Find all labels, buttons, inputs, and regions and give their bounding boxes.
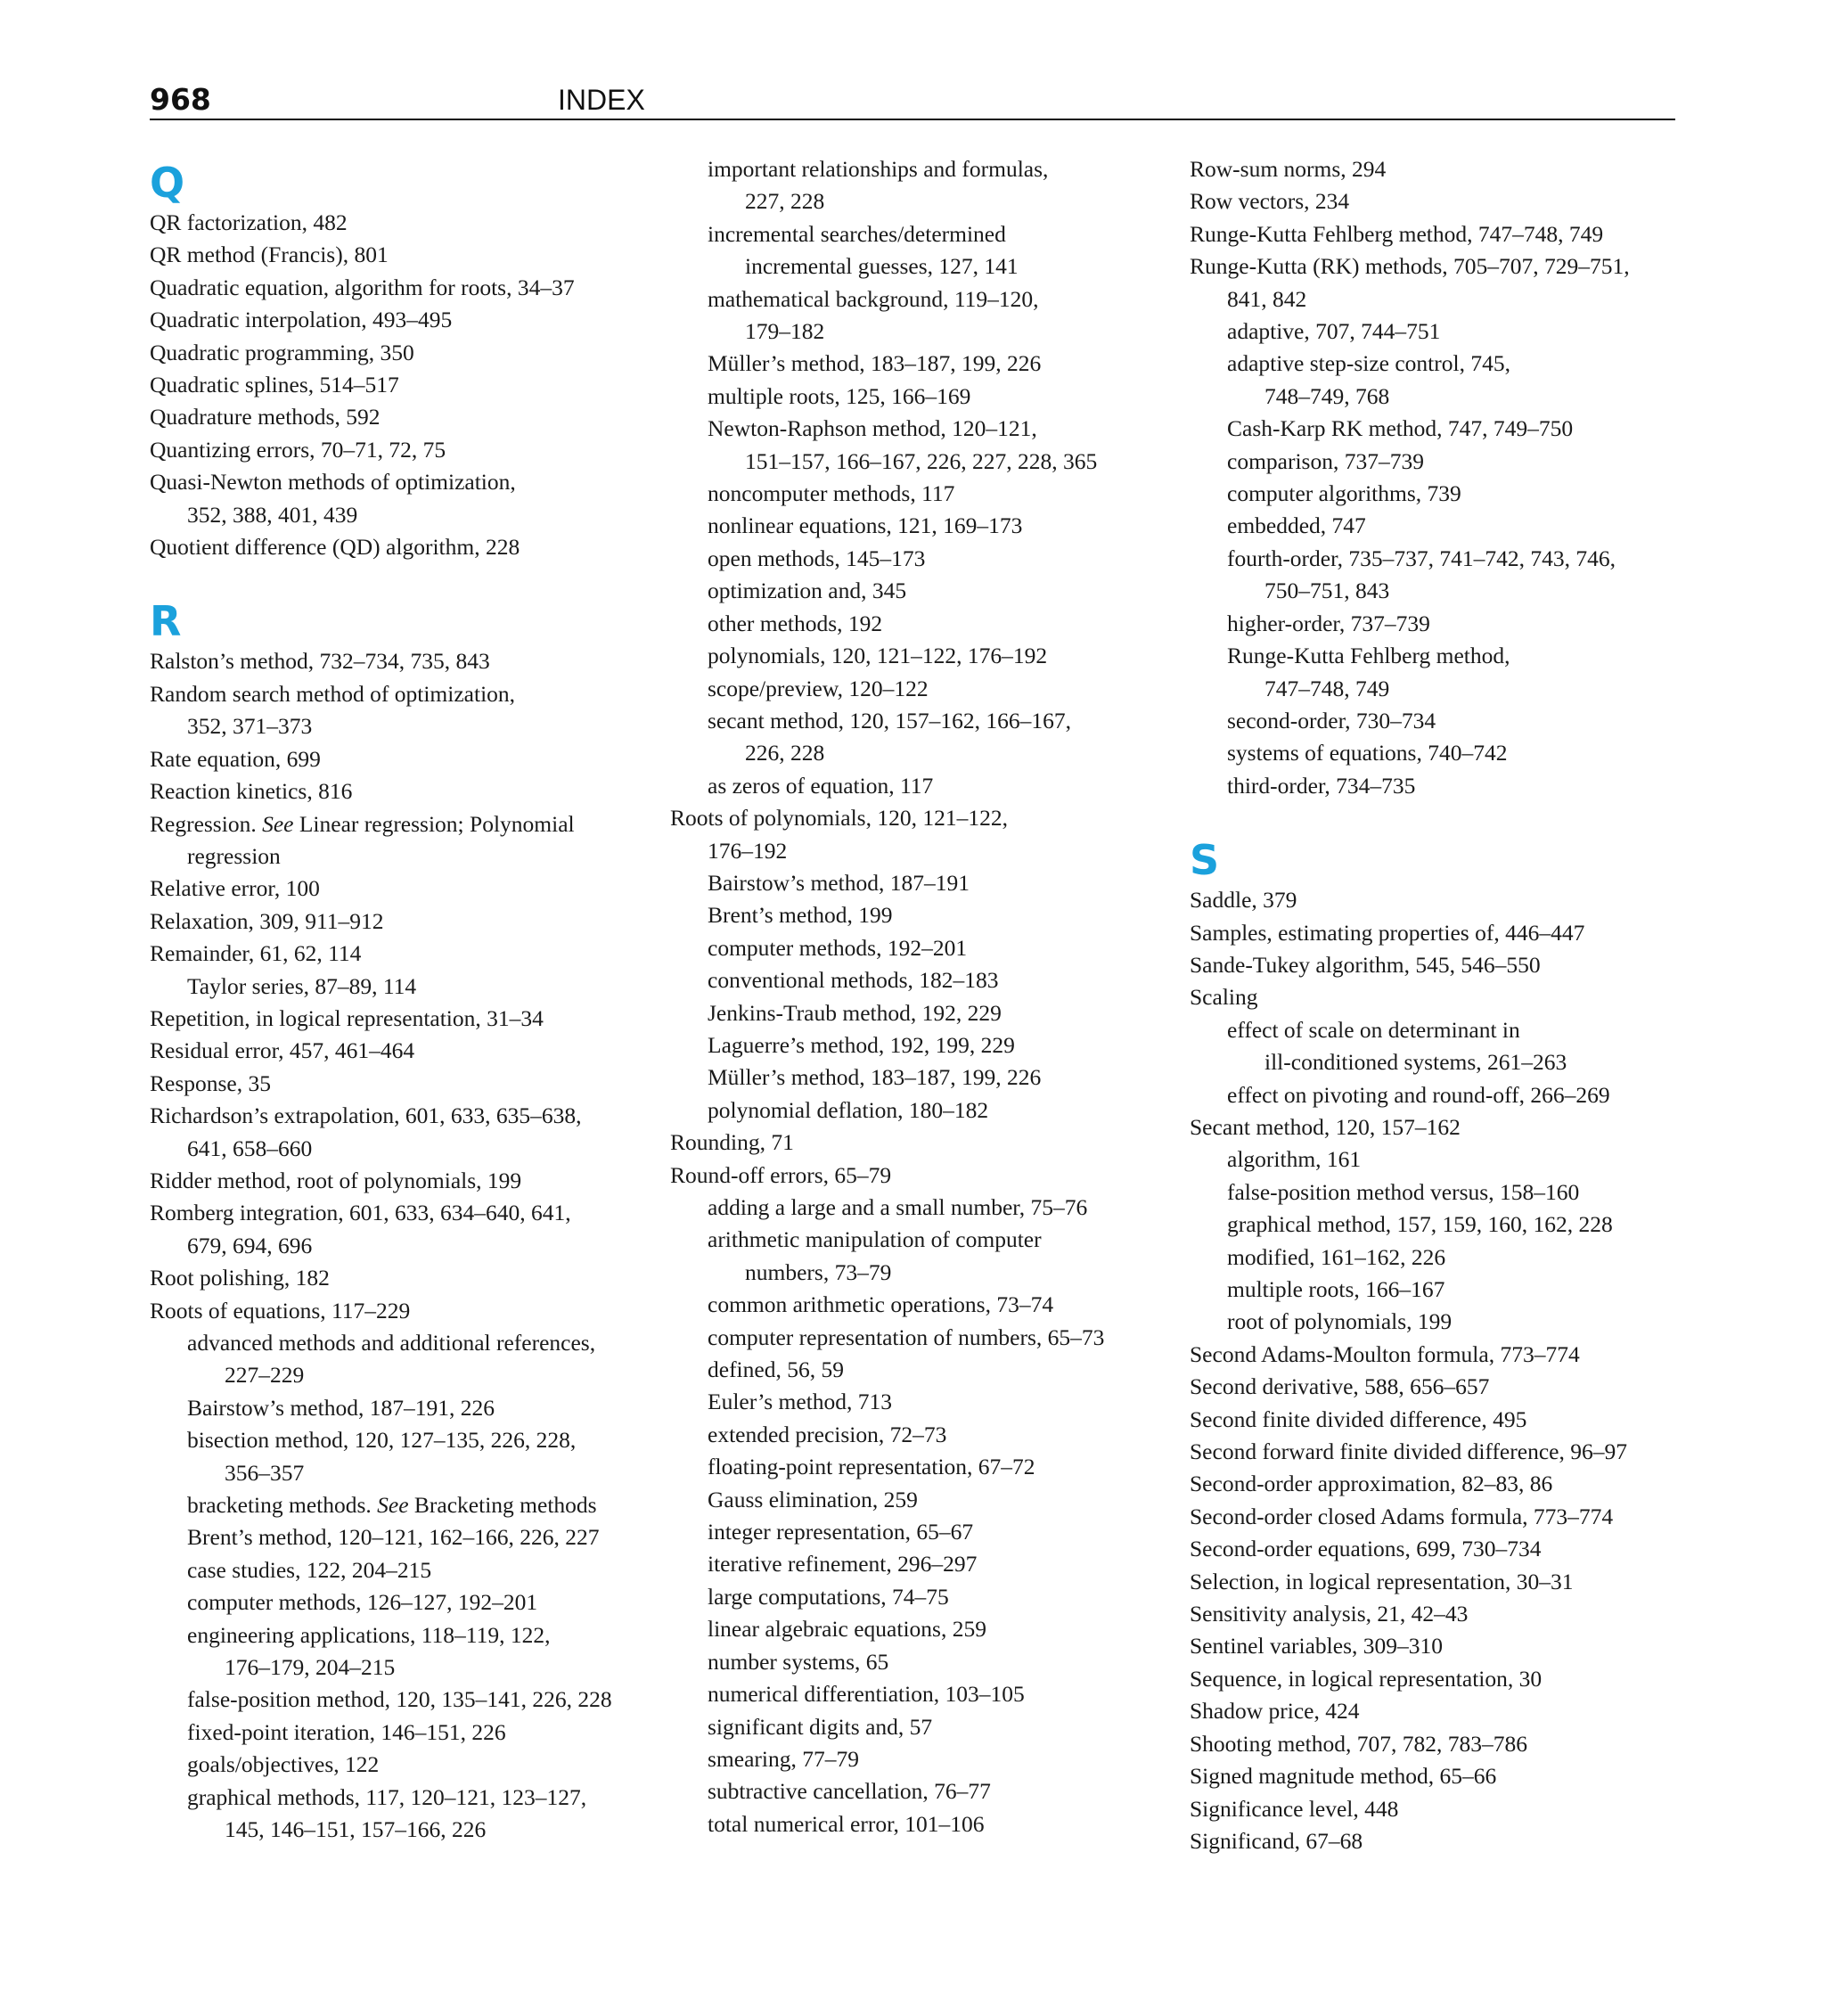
index-subentry — [670, 1322, 1169, 1354]
entry-line: graphical methods, 117, 120–121, 123–127, — [187, 1783, 587, 1810]
entry-line: Selection, in logical representation, 30–31 — [1190, 1568, 1574, 1594]
entry-line: Romberg integration, 601, 633, 634–640, 641, — [150, 1200, 571, 1226]
running-head: INDEX — [558, 84, 645, 116]
entry-continuation-line: 179–182 — [745, 318, 825, 345]
section-letter-heading: Q — [150, 159, 185, 207]
index-entry — [150, 645, 649, 677]
entry-line: Jenkins-Traub method, 192, 229 — [708, 999, 1002, 1026]
entry-line: Ridder method, root of polynomials, 199 — [150, 1167, 522, 1193]
entry-line: Newton-Raphson method, 120–121, — [708, 415, 1037, 442]
entry-line: Relaxation, 309, 911–912 — [150, 907, 384, 934]
entry-line: Quadratic programming, 350 — [150, 339, 414, 365]
index-subentry — [1190, 1014, 1689, 1079]
entry-line: Samples, estimating properties of, 446–447 — [1190, 919, 1585, 946]
index-column-3 — [1190, 153, 1689, 1857]
entry-line: Saddle, 379 — [1190, 887, 1297, 914]
entry-line: Root polishing, 182 — [150, 1265, 330, 1291]
index-entry — [1190, 1728, 1689, 1760]
index-subentry — [1190, 348, 1689, 413]
index-entry — [1190, 949, 1689, 981]
entry-line: Runge-Kutta (RK) methods, 705–707, 729–751, — [1190, 253, 1630, 280]
index-subentry — [670, 640, 1169, 672]
index-entry — [150, 1100, 649, 1165]
index-entry — [1190, 1598, 1689, 1630]
index-subentry — [670, 1516, 1169, 1548]
index-entry — [1190, 153, 1689, 185]
index-subentry — [150, 1717, 649, 1749]
index-subentry — [670, 867, 1169, 899]
entry-line: mathematical background, 119–120, — [708, 285, 1039, 312]
entry-continuation-line: 750–751, 843 — [1264, 578, 1390, 604]
index-entry — [1190, 218, 1689, 250]
entry-line: Müller’s method, 183–187, 199, 226 — [708, 1064, 1042, 1091]
index-entry — [150, 434, 649, 466]
header-rule — [150, 119, 1675, 120]
see-reference: See — [262, 810, 294, 837]
index-subentry — [670, 705, 1169, 770]
index-subentry — [1190, 1176, 1689, 1209]
entry-line: Sequence, in logical representation, 30 — [1190, 1665, 1543, 1692]
index-subentry — [1190, 705, 1689, 737]
index-subentry — [670, 1484, 1169, 1516]
index-subentry — [1190, 316, 1689, 348]
index-subentry — [1190, 1242, 1689, 1274]
index-entry — [1190, 1468, 1689, 1500]
index-subentry — [1190, 543, 1689, 608]
index-subentry — [150, 1489, 649, 1521]
index-entry — [150, 207, 649, 239]
entry-line: Second-order equations, 699, 730–734 — [1190, 1536, 1542, 1562]
entry-continuation-line: 176–192 — [708, 837, 788, 864]
entry-line: adaptive step-size control, 745, — [1227, 350, 1510, 377]
index-entry — [1190, 1339, 1689, 1371]
entry-line: Second derivative, 588, 656–657 — [1190, 1373, 1490, 1400]
section-letter-heading: R — [150, 597, 182, 646]
index-entry — [1190, 1695, 1689, 1727]
index-subentry — [1190, 737, 1689, 769]
index-entry — [150, 337, 649, 369]
entry-line: other methods, 192 — [708, 610, 883, 636]
entry-line: Laguerre’s method, 192, 199, 229 — [708, 1031, 1015, 1058]
entry-line: Taylor series, 87–89, 114 — [187, 972, 417, 999]
entry-line: advanced methods and additional references, — [187, 1330, 596, 1356]
index-subentry — [670, 510, 1169, 542]
entry-line: third-order, 734–735 — [1227, 772, 1416, 799]
index-subentry — [670, 1386, 1169, 1418]
index-subentry — [1190, 608, 1689, 640]
index-entry — [150, 743, 649, 775]
see-reference: See — [377, 1492, 409, 1519]
entry-line: Row vectors, 234 — [1190, 188, 1350, 215]
entry-line: Euler’s method, 713 — [708, 1389, 893, 1415]
index-entry — [670, 802, 1169, 867]
index-section — [150, 597, 649, 1846]
index-entry — [150, 1035, 649, 1067]
index-entry — [150, 678, 649, 743]
entry-line: Bairstow’s method, 187–191 — [708, 869, 970, 896]
index-entry — [150, 808, 649, 873]
index-subentry — [670, 153, 1169, 218]
index-subentry — [670, 413, 1169, 478]
index-subentry — [670, 543, 1169, 575]
page-number: 968 — [150, 82, 211, 117]
entry-line: case studies, 122, 204–215 — [187, 1556, 432, 1583]
index-subentry — [670, 1061, 1169, 1094]
index-entry — [150, 873, 649, 905]
entry-line: higher-order, 737–739 — [1227, 610, 1430, 636]
index-subentry — [670, 1711, 1169, 1743]
index-subentry — [670, 1419, 1169, 1451]
entry-line: second-order, 730–734 — [1227, 707, 1436, 733]
entry-line: Rate equation, 699 — [150, 745, 321, 772]
entry-continuation-line: 356–357 — [225, 1459, 305, 1486]
index-entry — [1190, 1663, 1689, 1695]
index-subentry — [1190, 1143, 1689, 1176]
see-target: Bracketing methods — [408, 1492, 597, 1519]
entry-line: QR method (Francis), 801 — [150, 242, 389, 268]
index-subentry — [1190, 1306, 1689, 1338]
index-entry — [150, 304, 649, 336]
index-entry — [150, 239, 649, 271]
entry-line: modified, 161–162, 226 — [1227, 1243, 1446, 1270]
entry-line: noncomputer methods, 117 — [708, 480, 955, 507]
entry-line: fourth-order, 735–737, 741–742, 743, 746, — [1227, 545, 1616, 571]
index-subentry — [150, 1554, 649, 1586]
entry-line: Signed magnitude method, 65–66 — [1190, 1763, 1497, 1790]
index-subentry — [150, 1327, 649, 1392]
entry-line: Gauss elimination, 259 — [708, 1486, 918, 1512]
entry-line: Brent’s method, 120–121, 162–166, 226, 227 — [187, 1524, 600, 1551]
entry-continuation-line: numbers, 73–79 — [745, 1258, 892, 1285]
entry-line: nonlinear equations, 121, 169–173 — [708, 512, 1023, 539]
entry-line: QR factorization, 482 — [150, 209, 348, 235]
index-entry — [1190, 1371, 1689, 1403]
index-subentry — [670, 1808, 1169, 1840]
entry-line: Repetition, in logical representation, 31–34 — [150, 1004, 544, 1031]
index-section — [670, 153, 1169, 1840]
index-entry — [1190, 1404, 1689, 1436]
index-subentry — [150, 1749, 649, 1781]
entry-line: adding a large and a small number, 75–76 — [708, 1194, 1088, 1220]
index-subentry — [670, 1646, 1169, 1678]
entry-line: Relative error, 100 — [150, 875, 320, 902]
index-section — [150, 159, 649, 563]
index-entry — [150, 906, 649, 938]
index-subentry — [670, 1029, 1169, 1061]
entry-line: Roots of polynomials, 120, 121–122, — [670, 805, 1008, 832]
entry-line: Reaction kinetics, 816 — [150, 778, 353, 805]
entry-line: computer representation of numbers, 65–73 — [708, 1324, 1105, 1350]
index-subentry — [150, 971, 649, 1003]
index-subentry — [670, 1613, 1169, 1645]
entry-continuation-line: 352, 371–373 — [187, 713, 313, 740]
index-entry — [150, 401, 649, 433]
index-entry — [150, 466, 649, 531]
entry-line: effect on pivoting and round-off, 266–269 — [1227, 1081, 1610, 1108]
index-subentry — [670, 1354, 1169, 1386]
entry-continuation-line: 227–229 — [225, 1362, 305, 1389]
entry-line: floating-point representation, 67–72 — [708, 1454, 1035, 1480]
entry-line: extended precision, 72–73 — [708, 1421, 947, 1447]
index-subentry — [670, 381, 1169, 413]
index-subentry — [670, 1224, 1169, 1289]
entry-line: Significance level, 448 — [1190, 1795, 1399, 1822]
entry-continuation-line: ill-conditioned systems, 261–263 — [1264, 1049, 1567, 1076]
entry-line: Response, 35 — [150, 1069, 271, 1096]
entry-line: common arithmetic operations, 73–74 — [708, 1291, 1054, 1318]
entry-line: goals/objectives, 122 — [187, 1751, 380, 1778]
index-subentry — [670, 964, 1169, 996]
entry-continuation-line: 641, 658–660 — [187, 1135, 313, 1161]
entry-line: multiple roots, 125, 166–169 — [708, 382, 971, 409]
entry-continuation-line: 679, 694, 696 — [187, 1232, 313, 1258]
entry-line: subtractive cancellation, 76–77 — [708, 1778, 991, 1805]
entry-line: Shooting method, 707, 782, 783–786 — [1190, 1730, 1527, 1757]
index-subentry — [670, 932, 1169, 964]
index-column-1 — [150, 153, 649, 1847]
entry-line: incremental searches/determined — [708, 220, 1006, 247]
entry-line: optimization and, 345 — [708, 578, 907, 604]
entry-line: algorithm, 161 — [1227, 1146, 1362, 1173]
entry-line: arithmetic manipulation of computer — [708, 1226, 1042, 1253]
index-entry — [150, 369, 649, 401]
entry-line: smearing, 77–79 — [708, 1745, 859, 1772]
entry-line: comparison, 737–739 — [1227, 447, 1424, 474]
entry-line: linear algebraic equations, 259 — [708, 1616, 986, 1643]
index-section — [1190, 153, 1689, 802]
entry-line: Runge-Kutta Fehlberg method, — [1227, 643, 1510, 669]
entry-line — [150, 1489, 649, 1521]
entry-line: false-position method, 120, 135–141, 226, 228 — [187, 1686, 612, 1713]
index-subentry — [150, 1424, 649, 1489]
index-subentry — [1190, 1274, 1689, 1306]
entry-line: Second-order closed Adams formula, 773–774 — [1190, 1503, 1614, 1529]
entry-line: Round-off errors, 65–79 — [670, 1161, 892, 1188]
entry-continuation-line: 145, 146–151, 157–166, 226 — [225, 1816, 487, 1843]
entry-line: large computations, 74–75 — [708, 1583, 949, 1610]
index-entry — [150, 775, 649, 807]
entry-line: Secant method, 120, 157–162 — [1190, 1113, 1461, 1140]
index-subentry — [1190, 1209, 1689, 1241]
entry-line: iterative refinement, 296–297 — [708, 1551, 978, 1578]
entry-line: Quotient difference (QD) algorithm, 228 — [150, 534, 520, 561]
index-subentry — [1190, 478, 1689, 510]
entry-line: as zeros of equation, 117 — [708, 772, 934, 799]
entry-line: graphical method, 157, 159, 160, 162, 228 — [1227, 1211, 1613, 1238]
index-subentry — [670, 1581, 1169, 1613]
entry-continuation-line: 748–749, 768 — [1264, 382, 1390, 409]
entry-line: Bairstow’s method, 187–191, 226 — [187, 1394, 495, 1421]
index-entry — [150, 1068, 649, 1100]
entry-text: Regression. — [150, 810, 263, 837]
entry-line: Shadow price, 424 — [1190, 1698, 1360, 1725]
index-subentry — [1190, 446, 1689, 478]
entry-line: embedded, 747 — [1227, 512, 1366, 539]
entry-continuation-line: incremental guesses, 127, 141 — [745, 253, 1019, 280]
entry-line: bisection method, 120, 127–135, 226, 228, — [187, 1427, 577, 1454]
index-subentry — [1190, 770, 1689, 802]
index-entry — [1190, 1436, 1689, 1468]
entry-continuation-line: 747–748, 749 — [1264, 675, 1390, 701]
index-subentry — [150, 1782, 649, 1847]
entry-continuation-line: 352, 388, 401, 439 — [187, 501, 358, 528]
entry-line: adaptive, 707, 744–751 — [1227, 318, 1441, 345]
index-subentry — [670, 283, 1169, 348]
entry-line: Second Adams-Moulton formula, 773–774 — [1190, 1340, 1580, 1367]
index-entry — [150, 1295, 649, 1327]
entry-line: false-position method versus, 158–160 — [1227, 1178, 1580, 1205]
entry-line: total numerical error, 101–106 — [708, 1810, 985, 1837]
index-subentry — [670, 1775, 1169, 1807]
index-subentry — [1190, 510, 1689, 542]
index-subentry — [670, 608, 1169, 640]
index-subentry — [670, 997, 1169, 1029]
entry-line: Second-order approximation, 82–83, 86 — [1190, 1471, 1553, 1497]
entry-line: important relationships and formulas, — [708, 156, 1049, 182]
entry-line: Random search method of optimization, — [150, 680, 516, 707]
entry-line: number systems, 65 — [708, 1648, 889, 1675]
entry-text: bracketing methods. — [187, 1492, 378, 1519]
entry-line: Second forward finite divided difference, 96–97 — [1190, 1438, 1627, 1465]
entry-continuation-line: regression — [187, 842, 281, 869]
entry-line: open methods, 145–173 — [708, 545, 926, 571]
entry-line: conventional methods, 182–183 — [708, 967, 999, 994]
entry-continuation-line: 227, 228 — [745, 188, 825, 215]
entry-line: Richardson’s extrapolation, 601, 633, 635–638, — [150, 1102, 582, 1129]
entry-line: effect of scale on determinant in — [1227, 1016, 1520, 1043]
index-entry — [1190, 1793, 1689, 1825]
entry-line: computer methods, 192–201 — [708, 934, 968, 961]
index-entry — [1190, 1533, 1689, 1565]
entry-continuation-line: 176–179, 204–215 — [225, 1654, 396, 1681]
entry-line: secant method, 120, 157–162, 166–167, — [708, 707, 1071, 733]
entry-line: integer representation, 65–67 — [708, 1519, 974, 1545]
entry-line: systems of equations, 740–742 — [1227, 740, 1508, 766]
entry-line: scope/preview, 120–122 — [708, 675, 929, 701]
section-letter-heading: S — [1190, 836, 1220, 885]
entry-line: Scaling — [1190, 984, 1258, 1011]
index-subentry — [670, 1548, 1169, 1580]
entry-line: Remainder, 61, 62, 114 — [150, 940, 362, 967]
entry-line: Quasi-Newton methods of optimization, — [150, 469, 516, 496]
index-subentry — [670, 899, 1169, 931]
entry-line: Quadratic splines, 514–517 — [150, 372, 399, 398]
index-entry — [150, 531, 649, 563]
entry-line: numerical differentiation, 103–105 — [708, 1681, 1025, 1708]
see-target: Linear regression; Polynomial — [293, 810, 575, 837]
entry-line: Quadratic interpolation, 493–495 — [150, 307, 453, 333]
index-subentry — [150, 1586, 649, 1619]
entry-line — [150, 808, 649, 840]
entry-continuation-line: 841, 842 — [1227, 285, 1307, 312]
index-subentry — [150, 1684, 649, 1716]
entry-continuation-line: 226, 228 — [745, 740, 825, 766]
entry-line: Roots of equations, 117–229 — [150, 1297, 411, 1324]
index-entry — [1190, 1501, 1689, 1533]
index-entry — [670, 1127, 1169, 1159]
entry-line: Ralston’s method, 732–734, 735, 843 — [150, 648, 490, 675]
index-subentry — [670, 575, 1169, 607]
entry-line: Residual error, 457, 461–464 — [150, 1037, 415, 1064]
index-entry — [1190, 1760, 1689, 1792]
entry-line: Row-sum norms, 294 — [1190, 156, 1387, 182]
entry-line: Rounding, 71 — [670, 1129, 794, 1156]
index-subentry — [670, 218, 1169, 283]
entry-line: Significand, 67–68 — [1190, 1827, 1363, 1854]
index-entry — [150, 1003, 649, 1035]
entry-line: fixed-point iteration, 146–151, 226 — [187, 1718, 506, 1745]
entry-line: computer methods, 126–127, 192–201 — [187, 1589, 538, 1616]
index-column-2 — [670, 153, 1169, 1840]
entry-line: root of polynomials, 199 — [1227, 1308, 1453, 1335]
index-subentry — [670, 770, 1169, 802]
entry-line: Sande-Tukey algorithm, 545, 546–550 — [1190, 951, 1541, 978]
index-subentry — [150, 1619, 649, 1684]
index-subentry — [670, 1192, 1169, 1224]
index-subentry — [670, 1289, 1169, 1321]
index-entry — [1190, 1825, 1689, 1857]
entry-line: Sensitivity analysis, 21, 42–43 — [1190, 1601, 1469, 1627]
entry-line: Quadratic equation, algorithm for roots, 34–37 — [150, 274, 575, 300]
entry-line: multiple roots, 166–167 — [1227, 1276, 1445, 1302]
entry-line: Quantizing errors, 70–71, 72, 75 — [150, 436, 446, 463]
index-entry — [1190, 250, 1689, 316]
index-entry — [1190, 981, 1689, 1013]
index-entry — [1190, 1630, 1689, 1662]
index-subentry — [1190, 413, 1689, 445]
entry-line: defined, 56, 59 — [708, 1356, 844, 1383]
index-subentry — [670, 348, 1169, 380]
index-entry — [150, 938, 649, 970]
index-entry — [1190, 1111, 1689, 1143]
index-entry — [150, 1165, 649, 1197]
index-subentry — [150, 1392, 649, 1424]
index-subentry — [670, 1678, 1169, 1710]
entry-line: Müller’s method, 183–187, 199, 226 — [708, 350, 1042, 377]
index-subentry — [1190, 640, 1689, 705]
entry-line: Runge-Kutta Fehlberg method, 747–748, 749 — [1190, 220, 1604, 247]
index-entry — [1190, 185, 1689, 217]
index-subentry — [670, 1094, 1169, 1127]
entry-line: Quadrature methods, 592 — [150, 404, 381, 430]
entry-line: computer algorithms, 739 — [1227, 480, 1461, 507]
index-entry — [670, 1160, 1169, 1192]
entry-line: Brent’s method, 199 — [708, 902, 893, 929]
index-subentry — [150, 1521, 649, 1553]
index-subentry — [670, 1451, 1169, 1483]
entry-continuation-line: 151–157, 166–167, 226, 227, 228, 365 — [745, 447, 1098, 474]
entry-line: significant digits and, 57 — [708, 1713, 933, 1740]
entry-line: Sentinel variables, 309–310 — [1190, 1633, 1443, 1660]
entry-line: Cash-Karp RK method, 747, 749–750 — [1227, 415, 1574, 442]
entry-line: Second finite divided difference, 495 — [1190, 1405, 1527, 1432]
entry-line: engineering applications, 118–119, 122, — [187, 1621, 551, 1648]
index-subentry — [670, 673, 1169, 705]
index-entry — [150, 272, 649, 304]
index-entry — [1190, 917, 1689, 949]
index-entry — [150, 1197, 649, 1262]
entry-line: polynomials, 120, 121–122, 176–192 — [708, 643, 1048, 669]
index-subentry — [670, 478, 1169, 510]
entry-line: polynomial deflation, 180–182 — [708, 1096, 989, 1123]
index-entry — [150, 1262, 649, 1294]
index-entry — [1190, 1566, 1689, 1598]
index-subentry — [670, 1743, 1169, 1775]
index-section — [1190, 836, 1689, 1857]
index-entry — [1190, 884, 1689, 916]
index-subentry — [1190, 1079, 1689, 1111]
